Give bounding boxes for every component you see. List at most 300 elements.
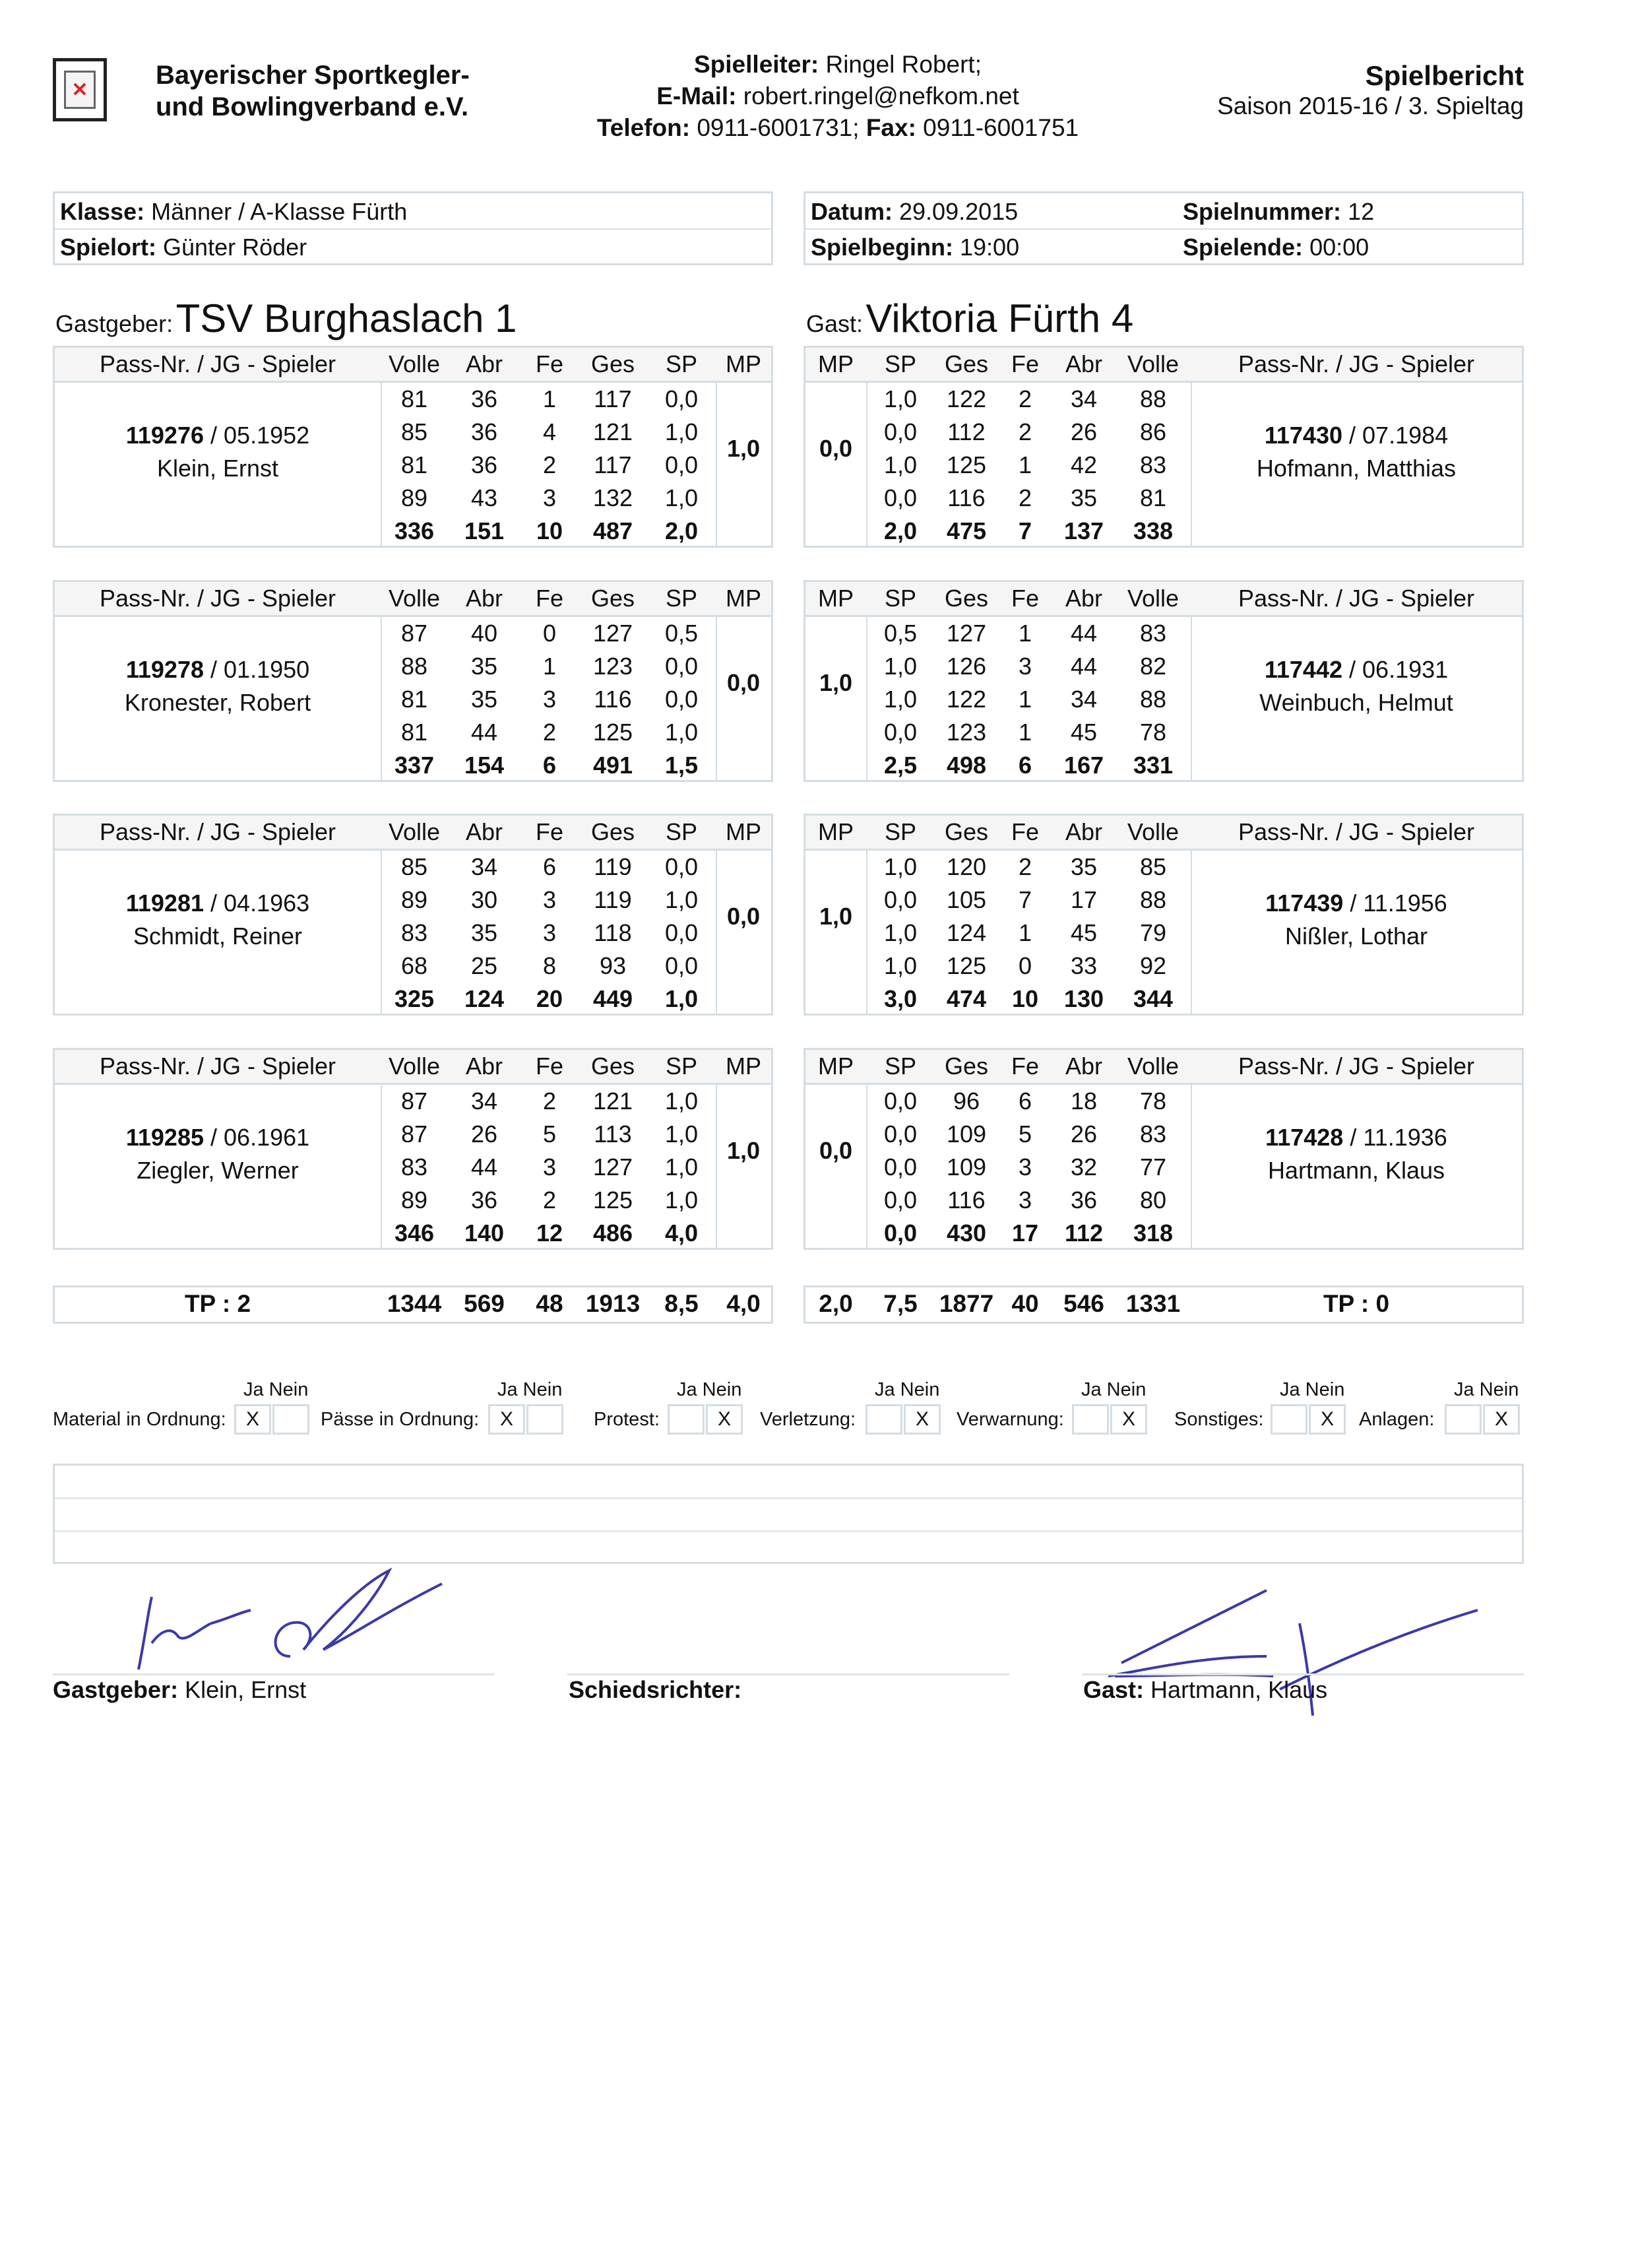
away-value-cell: 1,0 xyxy=(883,686,918,713)
check-nein-box[interactable]: X xyxy=(706,1404,743,1435)
away-value-cell: 2 xyxy=(1018,418,1032,445)
away-value-cell: 0 xyxy=(1018,952,1032,979)
away-value-cell: 430 xyxy=(946,1219,987,1247)
column-header-player: Pass-Nr. / JG - Spieler xyxy=(55,348,381,382)
check-nein-box[interactable] xyxy=(526,1404,563,1435)
ja-nein-caption: Ja Nein xyxy=(1454,1379,1519,1400)
match-time-box: Datum: 29.09.2015 Spielnummer: 12 Spielbeginn: 19:00 Spielende: 00:00 xyxy=(803,191,1524,265)
home-value-cell: 68 xyxy=(400,952,428,979)
ja-nein-caption: Ja Nein xyxy=(1280,1379,1345,1400)
away-signature-label: Gast: Hartmann, Klaus xyxy=(1083,1676,1328,1703)
home-value-cell: 34 xyxy=(470,1087,498,1115)
column-header-ges: Ges xyxy=(579,582,647,616)
home-value-cell: 119 xyxy=(594,886,632,913)
home-value-cell: 0,0 xyxy=(664,451,699,478)
home-value-cell: 88 xyxy=(400,653,428,680)
column-header-sp: SP xyxy=(647,1050,716,1084)
home-value-cell: 35 xyxy=(470,653,498,680)
home-mp-divider xyxy=(716,849,717,1014)
home-signature-label: Gastgeber: Klein, Ernst xyxy=(53,1676,307,1703)
column-header-volle: Volle xyxy=(381,816,448,850)
home-total-cell: 1913 xyxy=(585,1290,641,1317)
column-header-mp: MP xyxy=(805,1050,866,1084)
away-value-cell: 0,0 xyxy=(883,418,918,445)
home-mp-total-cell xyxy=(716,749,771,782)
home-player-table xyxy=(55,582,771,782)
away-team-heading: Gast: Viktoria Fürth 4 xyxy=(806,296,1134,340)
home-value-cell: 121 xyxy=(592,1087,633,1115)
home-value-cell: 117 xyxy=(594,385,632,412)
away-value-cell: 82 xyxy=(1139,653,1167,680)
away-mp-cell: 1,0 xyxy=(819,903,853,930)
check-label: Sonstiges: xyxy=(1174,1409,1264,1430)
home-value-cell: 26 xyxy=(470,1120,498,1148)
away-value-cell: 34 xyxy=(1070,686,1098,713)
column-header-fe: Fe xyxy=(520,582,579,616)
home-value-cell: 1,0 xyxy=(664,484,699,511)
contact-block: Spielleiter: Ringel Robert; E-Mail: robert.ringel@nefkom.net Telefon: 0911-6001731; Fax: 0911-6001751 xyxy=(596,51,1079,141)
home-value-cell: 1,0 xyxy=(664,418,699,445)
away-player-table xyxy=(805,1050,1522,1250)
home-value-cell: 3 xyxy=(542,686,557,713)
home-header-row xyxy=(55,816,771,850)
away-value-cell: 338 xyxy=(1133,517,1174,544)
away-value-cell: 1 xyxy=(1018,919,1032,946)
home-value-cell: 0,0 xyxy=(664,952,699,979)
home-value-cell: 117 xyxy=(594,451,632,478)
home-value-cell: 12 xyxy=(536,1219,563,1247)
home-pass-number: 119276 xyxy=(125,422,204,449)
home-value-cell: 44 xyxy=(470,1153,498,1181)
home-value-cell: 140 xyxy=(464,1219,505,1247)
home-value-cell: 491 xyxy=(592,752,633,779)
home-value-cell: 1 xyxy=(542,653,557,680)
home-player-table xyxy=(55,1050,771,1250)
away-value-cell: 83 xyxy=(1139,620,1167,647)
away-lane-row xyxy=(805,382,1522,416)
check-label: Verwarnung: xyxy=(957,1409,1064,1430)
home-value-cell: 123 xyxy=(592,653,633,680)
away-lane-row xyxy=(805,1084,1522,1118)
away-value-cell: 7 xyxy=(1018,517,1032,544)
column-header-volle: Volle xyxy=(1116,582,1191,616)
away-value-cell: 77 xyxy=(1139,1153,1167,1181)
column-header-ges: Ges xyxy=(579,1050,647,1084)
away-value-cell: 127 xyxy=(946,620,987,647)
column-header-player: Pass-Nr. / JG - Spieler xyxy=(55,816,381,850)
away-value-cell: 34 xyxy=(1070,385,1098,412)
away-column-divider xyxy=(1191,1083,1192,1248)
column-header-mp: MP xyxy=(805,348,866,382)
home-value-cell: 4 xyxy=(542,418,557,445)
home-value-cell: 1,0 xyxy=(664,886,699,913)
column-header-abr: Abr xyxy=(1052,1050,1116,1084)
home-team-points: TP : 2 xyxy=(184,1290,251,1317)
away-header-row xyxy=(805,348,1522,382)
home-value-cell: 118 xyxy=(594,919,632,946)
away-pass-number: 117428 xyxy=(1265,1124,1344,1151)
home-value-cell: 127 xyxy=(592,620,633,647)
away-birth-date: / 11.1956 xyxy=(1350,890,1447,917)
federation-logo xyxy=(53,58,107,121)
away-player-cell xyxy=(1191,850,1522,1016)
home-header-row xyxy=(55,582,771,616)
report-title: Spielbericht xyxy=(1365,60,1524,91)
home-value-cell: 36 xyxy=(470,451,498,478)
away-value-cell: 125 xyxy=(946,451,987,478)
away-value-cell: 80 xyxy=(1139,1186,1167,1214)
home-value-cell: 0,0 xyxy=(664,853,699,880)
column-header-volle: Volle xyxy=(381,1050,448,1084)
away-value-cell: 33 xyxy=(1070,952,1098,979)
away-value-cell: 92 xyxy=(1139,952,1167,979)
home-birth-date: / 06.1961 xyxy=(210,1124,310,1151)
away-player-cell xyxy=(1191,382,1522,548)
away-value-cell: 474 xyxy=(946,985,987,1012)
home-value-cell: 1,0 xyxy=(664,1087,699,1115)
column-header-abr: Abr xyxy=(1052,348,1116,382)
check-ja-box[interactable]: X xyxy=(488,1404,525,1435)
home-value-cell: 36 xyxy=(470,418,498,445)
away-value-cell: 2 xyxy=(1018,853,1032,880)
column-header-fe: Fe xyxy=(998,1050,1052,1084)
check-ja-box[interactable] xyxy=(1445,1404,1482,1435)
away-value-cell: 109 xyxy=(946,1153,987,1181)
home-mp-divider xyxy=(716,1083,717,1248)
away-total-cell: 546 xyxy=(1063,1290,1104,1317)
home-value-cell: 10 xyxy=(536,517,563,544)
home-value-cell: 1,0 xyxy=(664,1186,699,1214)
away-column-divider xyxy=(1191,615,1192,780)
home-value-cell: 34 xyxy=(470,853,498,880)
home-mp-total-cell xyxy=(716,515,771,548)
check-nein-box[interactable]: X xyxy=(1309,1404,1346,1435)
column-header-ges: Ges xyxy=(935,582,998,616)
away-player-table xyxy=(805,582,1522,782)
column-header-player: Pass-Nr. / JG - Spieler xyxy=(55,582,381,616)
home-value-cell: 40 xyxy=(470,620,498,647)
away-value-cell: 2 xyxy=(1018,484,1032,511)
away-lane-row xyxy=(805,850,1522,884)
home-birth-date: / 01.1950 xyxy=(210,656,310,683)
home-value-cell: 0,0 xyxy=(664,653,699,680)
home-player-cell xyxy=(55,382,381,548)
home-value-cell: 113 xyxy=(594,1120,632,1148)
home-value-cell: 89 xyxy=(400,886,428,913)
away-value-cell: 498 xyxy=(946,752,987,779)
home-player-cell xyxy=(55,616,381,783)
home-value-cell: 2 xyxy=(542,1087,557,1115)
check-label: Protest: xyxy=(594,1409,660,1430)
home-column-divider xyxy=(381,849,382,1014)
away-header-row xyxy=(805,582,1522,616)
match-class-box: Klasse: Männer / A-Klasse Fürth Spielort: Günter Röder xyxy=(53,191,773,265)
column-header-mp: MP xyxy=(805,582,866,616)
home-value-cell: 35 xyxy=(470,686,498,713)
column-header-mp: MP xyxy=(716,348,771,382)
home-player-name: Ziegler, Werner xyxy=(137,1157,299,1184)
column-header-player: Pass-Nr. / JG - Spieler xyxy=(55,1050,381,1084)
home-value-cell: 83 xyxy=(400,919,428,946)
away-total-cell: 1331 xyxy=(1125,1290,1181,1317)
home-player-name: Klein, Ernst xyxy=(156,455,279,482)
home-value-cell: 0,0 xyxy=(664,686,699,713)
home-lane-row xyxy=(55,850,771,884)
home-column-divider xyxy=(381,1083,382,1248)
away-value-cell: 0,0 xyxy=(883,1120,918,1148)
away-value-cell: 123 xyxy=(946,719,987,746)
check-nein-box[interactable]: X xyxy=(904,1404,941,1435)
check-ja-box[interactable] xyxy=(865,1404,902,1435)
home-value-cell: 85 xyxy=(400,853,428,880)
away-value-cell: 83 xyxy=(1139,451,1167,478)
home-team-name: TSV Burghaslach 1 xyxy=(175,296,517,340)
check-nein-box[interactable]: X xyxy=(1483,1404,1520,1435)
home-total-cell: 48 xyxy=(536,1290,563,1317)
home-lane-row xyxy=(55,382,771,416)
column-header-sp: SP xyxy=(866,582,935,616)
away-signature-icon xyxy=(1082,1577,1491,1729)
away-value-cell: 126 xyxy=(946,653,987,680)
column-header-abr: Abr xyxy=(448,1050,520,1084)
home-value-cell: 8 xyxy=(542,952,557,979)
home-value-cell: 89 xyxy=(400,1186,428,1214)
home-value-cell: 3 xyxy=(542,919,557,946)
home-value-cell: 81 xyxy=(400,686,428,713)
away-value-cell: 1 xyxy=(1018,686,1032,713)
away-player-table xyxy=(805,348,1522,548)
home-mp-cell: 1,0 xyxy=(726,435,761,462)
away-player-name: Weinbuch, Helmut xyxy=(1259,689,1453,716)
away-value-cell: 96 xyxy=(953,1087,980,1115)
column-header-abr: Abr xyxy=(1052,582,1116,616)
away-player-name: Nißler, Lothar xyxy=(1284,923,1428,950)
away-value-cell: 17 xyxy=(1011,1219,1039,1247)
home-player-name: Schmidt, Reiner xyxy=(133,923,303,950)
away-value-cell: 3,0 xyxy=(883,985,918,1012)
column-header-mp: MP xyxy=(716,582,771,616)
home-mp-total-cell xyxy=(716,983,771,1016)
away-value-cell: 120 xyxy=(946,853,987,880)
home-value-cell: 6 xyxy=(542,752,557,779)
away-value-cell: 0,0 xyxy=(883,1087,918,1115)
away-value-cell: 1,0 xyxy=(883,952,918,979)
away-value-cell: 1 xyxy=(1018,620,1032,647)
ja-nein-caption: Ja Nein xyxy=(677,1379,742,1400)
home-player-cell xyxy=(55,850,381,1016)
home-value-cell: 127 xyxy=(592,1153,633,1181)
home-value-cell: 2 xyxy=(542,451,557,478)
away-value-cell: 36 xyxy=(1070,1186,1098,1214)
away-value-cell: 2,5 xyxy=(883,752,918,779)
away-value-cell: 3 xyxy=(1018,1153,1032,1181)
home-value-cell: 346 xyxy=(394,1219,435,1247)
column-header-mp: MP xyxy=(716,1050,771,1084)
away-value-cell: 88 xyxy=(1139,385,1167,412)
away-mp-total-cell xyxy=(805,515,866,548)
home-value-cell: 0,0 xyxy=(664,919,699,946)
home-value-cell: 3 xyxy=(542,886,557,913)
home-value-cell: 1,0 xyxy=(664,1120,699,1148)
home-value-cell: 151 xyxy=(464,517,505,544)
home-birth-date: / 04.1963 xyxy=(210,890,310,917)
ja-nein-caption: Ja Nein xyxy=(1081,1379,1147,1400)
home-value-cell: 2,0 xyxy=(664,517,699,544)
column-header-ges: Ges xyxy=(935,348,998,382)
away-value-cell: 122 xyxy=(946,385,987,412)
away-value-cell: 83 xyxy=(1139,1120,1167,1148)
away-mp-divider xyxy=(866,381,867,546)
away-value-cell: 0,0 xyxy=(883,1219,918,1247)
referee-signature-line xyxy=(567,1673,1009,1675)
column-header-mp: MP xyxy=(716,816,771,850)
column-header-ges: Ges xyxy=(579,816,647,850)
home-signature-icon xyxy=(112,1557,468,1689)
home-value-cell: 124 xyxy=(464,985,505,1012)
column-header-volle: Volle xyxy=(381,582,448,616)
away-team-points: TP : 0 xyxy=(1323,1290,1390,1317)
home-value-cell: 325 xyxy=(394,985,435,1012)
home-value-cell: 0,0 xyxy=(664,385,699,412)
home-value-cell: 0,5 xyxy=(664,620,699,647)
column-header-sp: SP xyxy=(647,582,716,616)
check-nein-box[interactable] xyxy=(272,1404,309,1435)
email-link[interactable]: robert.ringel@nefkom.net xyxy=(743,82,1019,110)
ja-nein-caption: Ja Nein xyxy=(497,1379,563,1400)
away-birth-date: / 11.1936 xyxy=(1350,1124,1447,1151)
away-value-cell: 125 xyxy=(946,952,987,979)
away-value-cell: 35 xyxy=(1070,484,1098,511)
check-ja-box[interactable]: X xyxy=(234,1404,271,1435)
home-mp-divider xyxy=(716,615,717,780)
home-value-cell: 30 xyxy=(470,886,498,913)
away-pass-number: 117430 xyxy=(1264,422,1342,449)
check-ja-box[interactable] xyxy=(1072,1404,1109,1435)
home-total-cell: 8,5 xyxy=(664,1290,699,1317)
away-value-cell: 137 xyxy=(1063,517,1104,544)
home-value-cell: 5 xyxy=(542,1120,557,1148)
report-title-block xyxy=(1217,61,1524,121)
home-column-divider xyxy=(381,381,382,546)
home-column-divider xyxy=(381,615,382,780)
away-value-cell: 10 xyxy=(1011,985,1039,1012)
home-value-cell: 125 xyxy=(592,1186,633,1214)
column-header-player: Pass-Nr. / JG - Spieler xyxy=(1191,348,1522,382)
home-value-cell: 36 xyxy=(470,1186,498,1214)
away-player-cell xyxy=(1191,1084,1522,1250)
home-total-cell: 4,0 xyxy=(726,1290,761,1317)
home-value-cell: 35 xyxy=(470,919,498,946)
away-value-cell: 122 xyxy=(946,686,987,713)
column-header-fe: Fe xyxy=(998,348,1052,382)
column-header-sp: SP xyxy=(647,348,716,382)
away-value-cell: 0,0 xyxy=(883,1153,918,1181)
column-header-fe: Fe xyxy=(520,816,579,850)
home-total-cell: 569 xyxy=(464,1290,505,1317)
home-value-cell: 1,0 xyxy=(664,1153,699,1181)
check-ja-box[interactable] xyxy=(1271,1404,1307,1435)
home-value-cell: 337 xyxy=(394,752,435,779)
home-mp-divider xyxy=(716,381,717,546)
home-player-name: Kronester, Robert xyxy=(124,689,311,716)
away-mp-divider xyxy=(866,849,867,1014)
away-total-cell: 2,0 xyxy=(819,1290,853,1317)
away-mp-total-cell xyxy=(805,1217,866,1250)
home-value-cell: 87 xyxy=(400,1120,428,1148)
away-value-cell: 26 xyxy=(1070,1120,1098,1148)
away-value-cell: 167 xyxy=(1063,752,1104,779)
column-header-abr: Abr xyxy=(1052,816,1116,850)
check-label: Material in Ordnung: xyxy=(53,1409,226,1430)
home-mp-cell: 0,0 xyxy=(726,669,761,696)
away-value-cell: 331 xyxy=(1133,752,1174,779)
home-value-cell: 132 xyxy=(592,484,633,511)
home-pass-number: 119285 xyxy=(125,1124,204,1151)
home-value-cell: 449 xyxy=(592,985,633,1012)
home-team-heading: Gastgeber: TSV Burghaslach 1 xyxy=(55,296,517,340)
column-header-fe: Fe xyxy=(520,348,579,382)
home-value-cell: 87 xyxy=(400,620,428,647)
home-value-cell: 4,0 xyxy=(664,1219,699,1247)
away-value-cell: 18 xyxy=(1070,1087,1098,1115)
column-header-volle: Volle xyxy=(1116,348,1191,382)
check-label: Verletzung: xyxy=(760,1409,856,1430)
away-mp-divider xyxy=(866,615,867,780)
home-value-cell: 116 xyxy=(594,686,632,713)
away-mp-total-cell xyxy=(805,983,866,1016)
away-mp-total-cell xyxy=(805,749,866,782)
home-pass-number: 119278 xyxy=(125,656,204,683)
check-ja-box[interactable] xyxy=(668,1404,705,1435)
home-value-cell: 85 xyxy=(400,418,428,445)
away-value-cell: 1,0 xyxy=(883,653,918,680)
away-header-row xyxy=(805,1050,1522,1084)
away-birth-date: / 07.1984 xyxy=(1349,422,1449,449)
home-value-cell: 89 xyxy=(400,484,428,511)
away-value-cell: 32 xyxy=(1070,1153,1098,1181)
away-mp-cell: 1,0 xyxy=(819,669,853,696)
column-header-ges: Ges xyxy=(935,816,998,850)
column-header-player: Pass-Nr. / JG - Spieler xyxy=(1191,816,1522,850)
home-lane-row xyxy=(55,1084,771,1118)
away-pass-number: 117442 xyxy=(1264,656,1342,683)
away-total-cell: 1877 xyxy=(939,1290,994,1317)
away-value-cell: 44 xyxy=(1070,620,1098,647)
ja-nein-caption: Ja Nein xyxy=(243,1379,309,1400)
home-signature-line xyxy=(53,1673,495,1675)
home-value-cell: 2 xyxy=(542,1186,557,1214)
column-header-sp: SP xyxy=(866,348,935,382)
logo-emblem-icon: ✕ xyxy=(64,71,96,109)
away-mp-divider xyxy=(866,1083,867,1248)
column-header-ges: Ges xyxy=(935,1050,998,1084)
home-value-cell: 0 xyxy=(542,620,557,647)
home-value-cell: 81 xyxy=(400,385,428,412)
home-header-row xyxy=(55,1050,771,1084)
home-player-cell xyxy=(55,1084,381,1250)
check-nein-box[interactable]: X xyxy=(1110,1404,1147,1435)
home-value-cell: 44 xyxy=(470,719,498,746)
home-value-cell: 125 xyxy=(592,719,633,746)
away-player-name: Hartmann, Klaus xyxy=(1267,1157,1445,1184)
notes-area[interactable] xyxy=(53,1464,1524,1564)
away-value-cell: 0,5 xyxy=(883,620,918,647)
away-value-cell: 42 xyxy=(1070,451,1098,478)
home-value-cell: 1,0 xyxy=(664,719,699,746)
column-header-mp: MP xyxy=(805,816,866,850)
away-value-cell: 79 xyxy=(1139,919,1167,946)
away-value-cell: 0,0 xyxy=(883,719,918,746)
